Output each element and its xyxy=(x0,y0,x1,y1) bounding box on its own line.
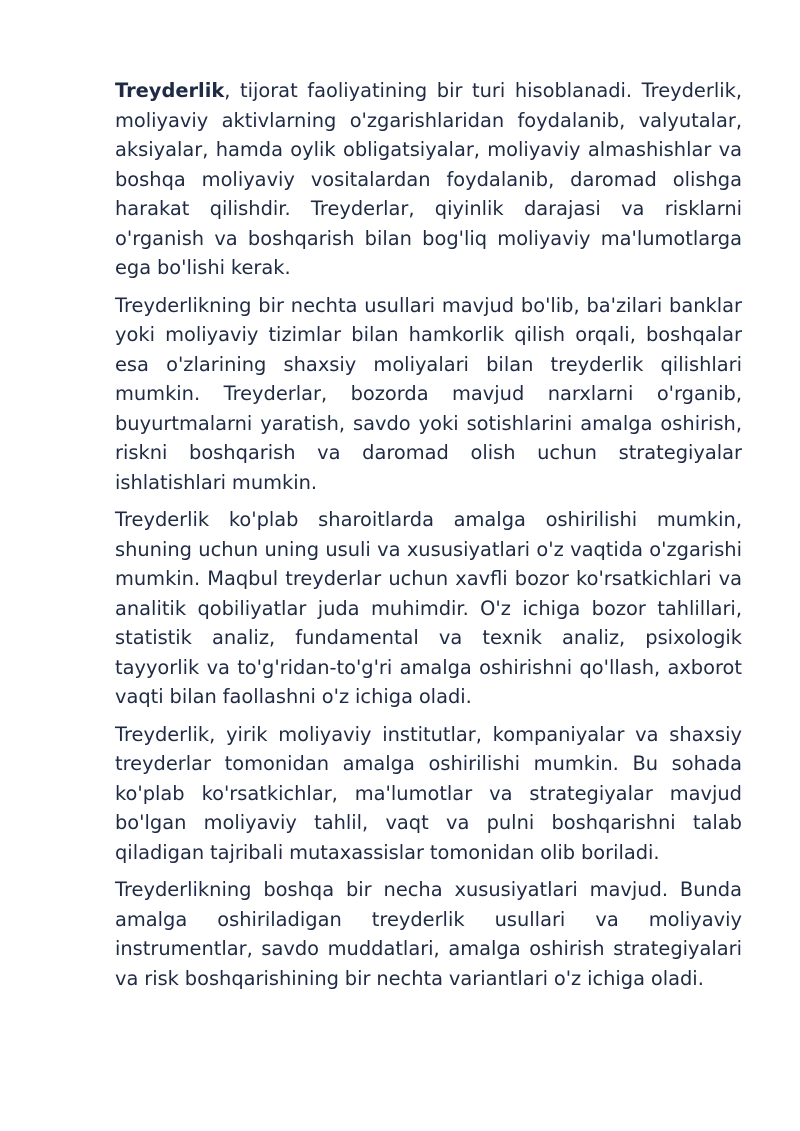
paragraph-2: Treyderlikning bir nechta usullari mavjud bo'lib, ba'zilari banklar yoki moliyaviy tizimlar bilan hamkorlik qilish orqali, boshqalar esa o'zlarining shaxsiy moliyalari bilan treyderlik qilishlari mumkin. Treyderlar, bozorda mavjud narxlarni o'rganib, buyurtmalarni yaratish, savdo yoki sotishlarini amalga oshirish, riskni boshqarish va daromad olish uchun strategiyalar ishlatishlari mumkin. xyxy=(115,293,742,494)
paragraph-text: , tijorat faoliyatining bir turi hisoblanadi. Treyderlik, moliyaviy aktivlarning o'zgarishlaridan foydalanib, valyutalar, aksiyalar, hamda oylik obligatsiyalar, moliyaviy almashishlar va boshqa moliyaviy vositalardan foydalanib, daromad olishga harakat qilishdir. Treyderlar, qiyinlik darajasi va risklarni o'rganish va boshqarish bilan bog'liq moliyaviy ma'lumotlarga ega bo'lishi kerak. xyxy=(115,79,742,279)
paragraph-3: Treyderlik ko'plab sharoitlarda amalga oshirilishi mumkin, shuning uchun uning usuli va xususiyatlari o'z vaqtida o'zgarishi mumkin. Maqbul treyderlar uchun xavfli bozor ko'rsatkichlari va analitik qobiliyatlar juda muhimdir. O'z ichiga bozor tahlillari, statistik analiz, fundamental va texnik analiz, psixologik tayyorlik va to'g'ridan-to'g'ri amalga oshirishni qo'llash, axborot vaqti bilan faollashni o'z ichiga oladi. xyxy=(115,508,742,708)
bold-term: Treyderlik xyxy=(115,79,225,102)
paragraph-4: Treyderlik, yirik moliyaviy institutlar, kompaniyalar va shaxsiy treyderlar tomonidan amalga oshirilishi mumkin. Bu sohada ko'plab ko'rsatkichlar, ma'lumotlar va strategiyalar mavjud bo'lgan moliyaviy tahlil, vaqt va pulni boshqarishni talab qiladigan tajribali mutaxassislar tomonidan olib boriladi. xyxy=(115,722,742,864)
paragraph-5: Treyderlikning boshqa bir necha xususiyatlari mavjud. Bunda amalga oshiriladigan treyderlik usullari va moliyaviy instrumentlar, savdo muddatlari, amalga oshirish strategiyalari va risk boshqarishining bir nechta variantlari o'z ichiga oladi. xyxy=(115,878,742,990)
document-body xyxy=(115,76,742,1001)
paragraph-1 xyxy=(115,76,742,283)
